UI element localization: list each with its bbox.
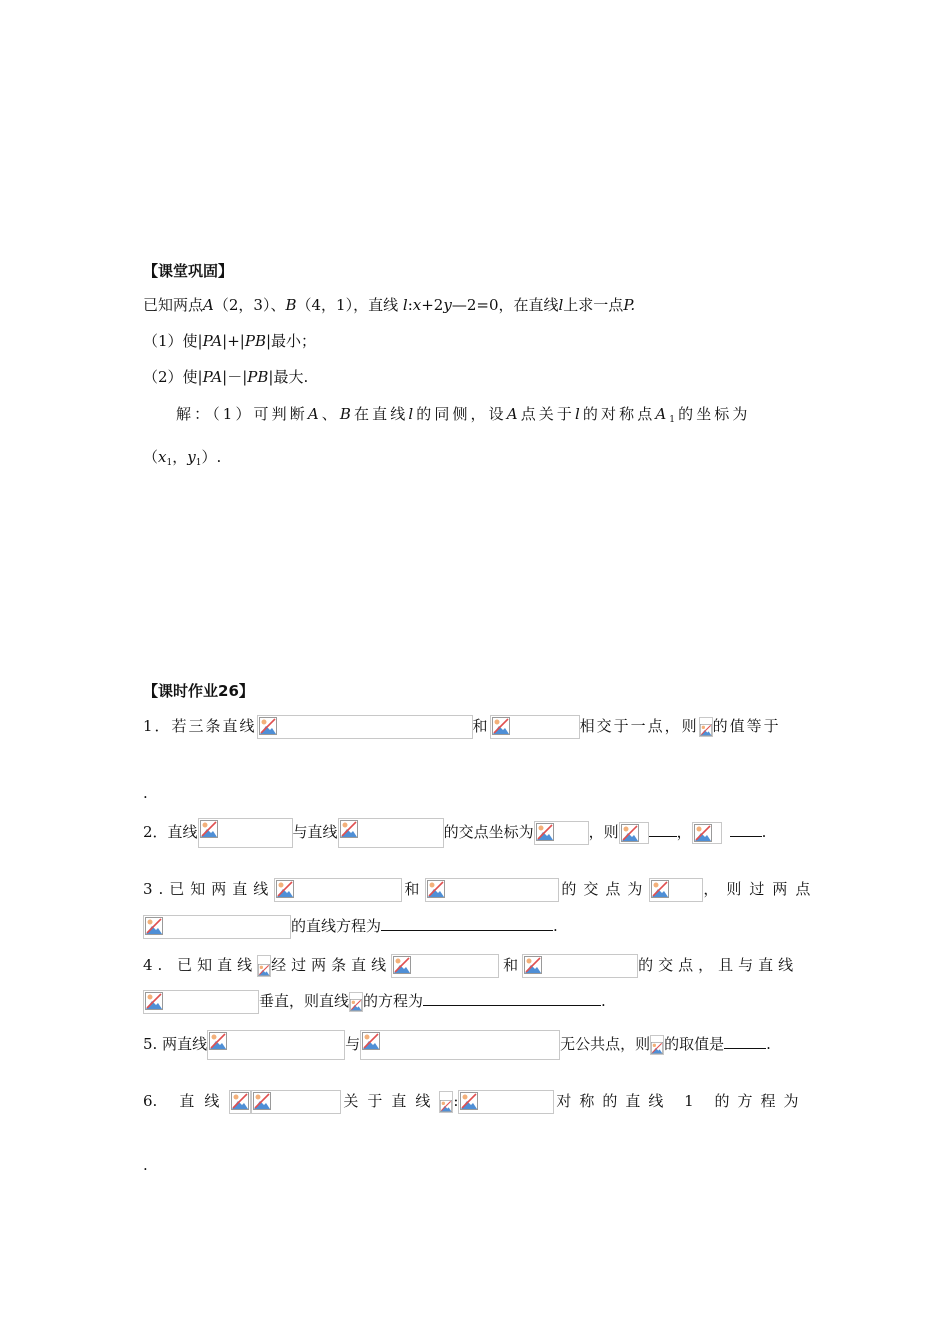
section-heading-consolidation: 【课堂巩固】: [143, 262, 234, 280]
formula-image: [522, 954, 638, 978]
broken-image-icon: [492, 717, 510, 735]
homework-question-3: 3.已知两直线 和 的交点为 ，则过两点: [143, 878, 818, 902]
broken-image-icon: [231, 1092, 249, 1110]
formula-image: [338, 818, 444, 848]
formula-image: [257, 955, 271, 977]
formula-image: [207, 1030, 345, 1060]
homework-question-5: 5. 两直线 与 无公共点，则 的取值是 .: [143, 1030, 771, 1060]
formula-image: [229, 1090, 251, 1114]
answer-blank[interactable]: [730, 822, 762, 837]
formula-image: [458, 1090, 554, 1114]
formula-image: [650, 1035, 664, 1055]
formula-image: [198, 818, 293, 848]
formula-image: [534, 821, 589, 845]
formula-image: [257, 715, 473, 739]
broken-image-icon: [700, 724, 712, 736]
broken-image-icon: [340, 820, 358, 838]
broken-image-icon: [393, 956, 411, 974]
homework-question-2: 2．直线 与直线 的交点坐标为 ，则 ， .: [143, 818, 766, 848]
broken-image-icon: [536, 823, 554, 841]
formula-image: [439, 1091, 453, 1113]
answer-blank[interactable]: [724, 1034, 766, 1049]
formula-image: [251, 1090, 341, 1114]
broken-image-icon: [350, 999, 362, 1011]
broken-image-icon: [651, 880, 669, 898]
broken-image-icon: [200, 820, 218, 838]
question-2-max: （2）使|PA|－|PB|最大.: [143, 368, 309, 386]
broken-image-icon: [259, 717, 277, 735]
solution-line-2: （$x_1$，$y_1$）.: [143, 448, 222, 468]
formula-image: [143, 915, 291, 939]
homework-question-4-line-2: 垂直，则直线 的方程为 .: [143, 990, 606, 1014]
broken-image-icon: [145, 992, 163, 1010]
problem-statement: 已知两点A（2，3）、B（4，1），直线 l:x+2y—2=0，在直线l上求一点P.: [143, 296, 636, 314]
broken-image-icon: [253, 1092, 271, 1110]
formula-image: [274, 878, 402, 902]
answer-blank[interactable]: [423, 991, 601, 1006]
formula-image: [649, 878, 703, 902]
broken-image-icon: [621, 824, 639, 842]
answer-blank[interactable]: [649, 822, 677, 837]
homework-question-6: 6. 直线 关于直线 : 对称的直线 1 的方程为: [143, 1090, 807, 1114]
broken-image-icon: [258, 964, 270, 976]
broken-image-icon: [651, 1042, 663, 1054]
formula-image: [699, 717, 713, 737]
broken-image-icon: [524, 956, 542, 974]
homework-question-1: 1．若三条直线 和 相交于一点，则 的值等于: [143, 715, 781, 739]
homework-question-3-line-2: 的直线方程为 .: [143, 915, 558, 939]
homework-question-4: 4. 已知直线 经过两条直线 和 的交点，且与直线: [143, 954, 798, 978]
formula-image: [143, 990, 259, 1014]
formula-image: [425, 878, 559, 902]
formula-image: [490, 715, 580, 739]
broken-image-icon: [427, 880, 445, 898]
broken-image-icon: [362, 1032, 380, 1050]
broken-image-icon: [440, 1100, 452, 1112]
broken-image-icon: [209, 1032, 227, 1050]
formula-image: [692, 822, 722, 844]
answer-blank[interactable]: [381, 916, 553, 931]
homework-question-6-blank-dot: .: [143, 1156, 148, 1174]
formula-image: [619, 822, 649, 844]
broken-image-icon: [145, 917, 163, 935]
formula-image: [391, 954, 499, 978]
broken-image-icon: [694, 824, 712, 842]
broken-image-icon: [460, 1092, 478, 1110]
solution-line-1: 解：（1）可判断A、B在直线l的同侧，设A点关于l的对称点$A_1$的坐标为: [176, 405, 751, 425]
question-1-min: （1）使|PA|+|PB|最小；: [143, 332, 317, 350]
section-heading-homework: 【课时作业26】: [143, 682, 254, 700]
broken-image-icon: [276, 880, 294, 898]
homework-question-1-blank-dot: .: [143, 784, 148, 802]
formula-image: [360, 1030, 560, 1060]
formula-image: [349, 992, 363, 1012]
